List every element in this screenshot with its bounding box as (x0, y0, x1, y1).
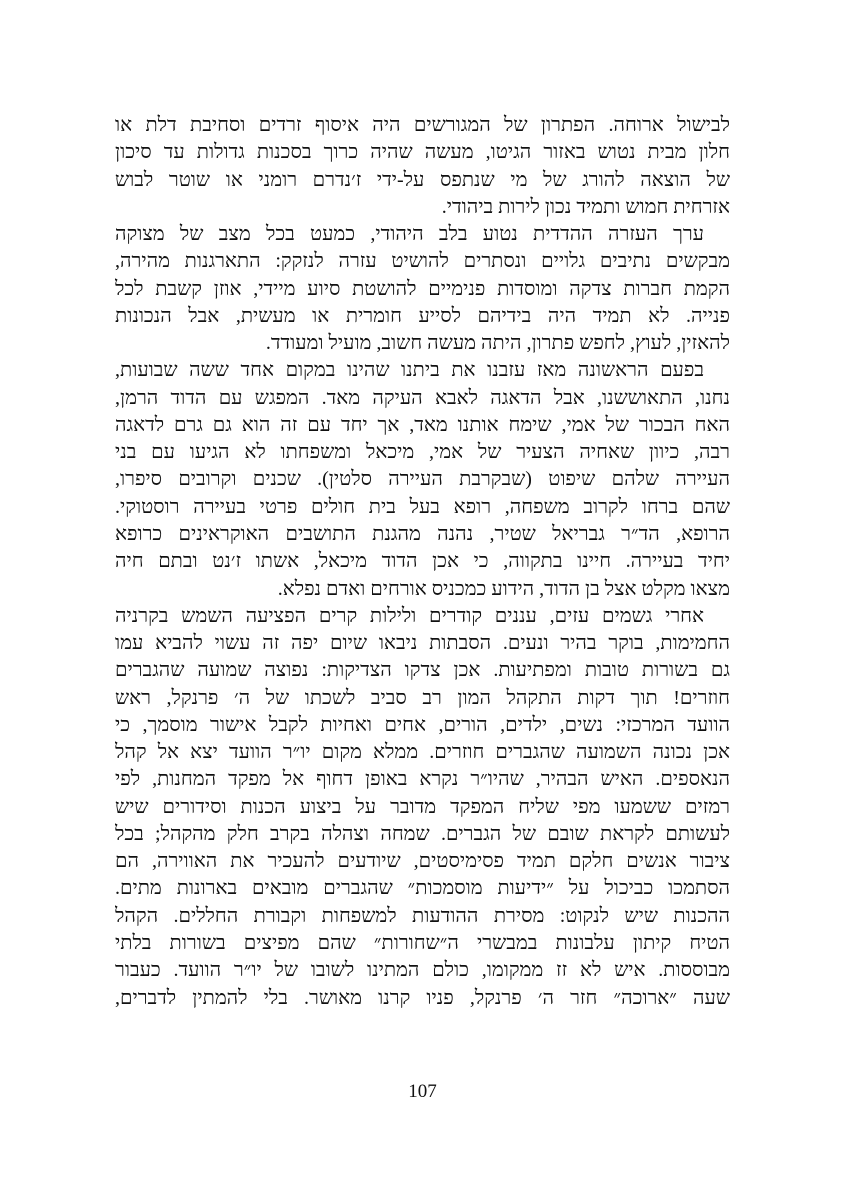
text-line: לבישול ארוחה. הפתרון של המגורשים היה איסוף זרדים וסחיבת דלת או (115, 114, 730, 136)
text-line: הרופא, הד״ר גבריאל שטיר, נהנה מהגנת התושבים האוקראינים כרופא (115, 522, 730, 545)
text-line: ההכנות שיש לנקוט: מסירת ההודעות למשפחות וקבורת החללים. הקהל (115, 904, 730, 927)
text-line: העיירה שלהם שיפוט (שבקרבת העיירה סלטין). שכנים וקרובים סיפרו, (115, 468, 730, 491)
body-text (115, 112, 730, 1012)
text-line: האח הבכור של אמי, שימח אותנו מאד, אך יחד עם זה הוא גם גרם לדאגה (115, 413, 730, 436)
text-line: ערך העזרה ההדדית נטוע בלב היהודי, כמעט בכל מצב של מצוקה (115, 223, 704, 246)
text-line: שעה ״ארוכה״ חזר ה׳ פרנקל, פניו קרנו מאושר. בלי להמתין לדברים, (115, 986, 730, 1009)
text-line: מבקשים נתיבים גלויים ונסתרים להושיט עזרה לנזקק: התארגנות מהירה, (115, 250, 730, 273)
page-number: 107 (408, 1081, 437, 1102)
text-line: חוזרים! תוך דקות התקהל המון רב סביב לשכתו של ה׳ פרנקל, ראש (115, 686, 730, 709)
text-line: מבוססות. איש לא זז ממקומו, כולם המתינו לשובו של יו״ר הוועד. כעבור (115, 959, 730, 982)
text-line: אחרי גשמים עזים, עננים קודרים ולילות קרים הפציעה השמש בקרניה (115, 604, 704, 627)
text-line: רבה, כיוון שאחיה הצעיר של אמי, מיכאל ומשפחתו לא הגיעו עם בני (115, 441, 730, 464)
text-line: בפעם הראשונה מאז עזבנו את ביתנו שהינו במקום אחד ששה שבועות, (115, 359, 704, 382)
text-line: רמזים ששמעו מפי שליח המפקד מדובר על ביצוע הכנות וסידורים שיש (115, 795, 730, 818)
text-line: גם בשורות טובות ומפתיעות. אכן צדקו הצדיקות: נפוצה שמועה שהגברים (115, 659, 730, 682)
text-line: הקמת חברות צדקה ומוסדות פנימיים להושטת סיוע מיידי, אוזן קשבת לכל (115, 277, 730, 300)
text-line: הסתמכו כביכול על ״ידיעות מוסמכות״ שהגברים מובאים בארונות מתים. (115, 877, 730, 900)
text-line: מצאו מקלט אצל בן הדוד, הידוע כמכניס אורחים ואדם נפלא. (277, 577, 730, 600)
text-line: אכן נכונה השמועה שהגברים חוזרים. ממלא מקום יו״ר הוועד יצא אל קהל (115, 741, 730, 764)
text-line: פנייה. לא תמיד היה בידיהם לסייע חומרית או מעשית, אבל הנכונות (115, 304, 730, 327)
text-line: לעשותם לקראת שובם של הגברים. שמחה וצהלה בקרב חלק מהקהל; בכל (115, 822, 730, 845)
text-line: הוועד המרכזי: נשים, ילדים, הורים, אחים ואחיות לקבל אישור מוסמך, כי (115, 713, 730, 736)
text-line: ציבור אנשים חלקם תמיד פסימיסטים, שיודעים להעכיר את האווירה, הם (115, 850, 730, 873)
text-line: הטיח קיתון עלבונות במבשרי ה״שחורות״ שהם מפיצים בשורות בלתי (115, 931, 730, 954)
text-line: אזרחית חמוש ותמיד נכון לירות ביהודי. (441, 195, 730, 218)
text-line: של הוצאה להורג של מי שנתפס על-ידי ז׳נדרם רומני או שוטר לבוש (115, 168, 730, 191)
text-line: נחנו, התאוששנו, אבל הדאגה לאבא העיקה מאד. המפגש עם הדוד הרמן, (115, 386, 730, 409)
text-line: חלון מבית נטוש באזור הגיטו, מעשה שהיה כרוך בסכנות גדולות עד סיכון (115, 141, 730, 164)
text-line: יחיד בעיירה. חיינו בתקווה, כי אכן הדוד מיכאל, אשתו ז׳נט ובתם חיה (115, 550, 730, 573)
text-line: החמימות, בוקר בהיר ונעים. הסבתות ניבאו שיום יפה זה עשוי להביא עמו (115, 632, 730, 655)
text-line: שהם ברחו לקרוב משפחה, רופא בעל בית חולים פרטי בעיירה רוסטוקי. (115, 495, 730, 518)
text-line: הנאספים. האיש הבהיר, שהיו״ר נקרא באופן דחוף אל מפקד המחנות, לפי (115, 768, 730, 791)
text-line: להאזין, לעוץ, לחפש פתרון, היתה מעשה חשוב, מועיל ומעודד. (265, 332, 730, 355)
